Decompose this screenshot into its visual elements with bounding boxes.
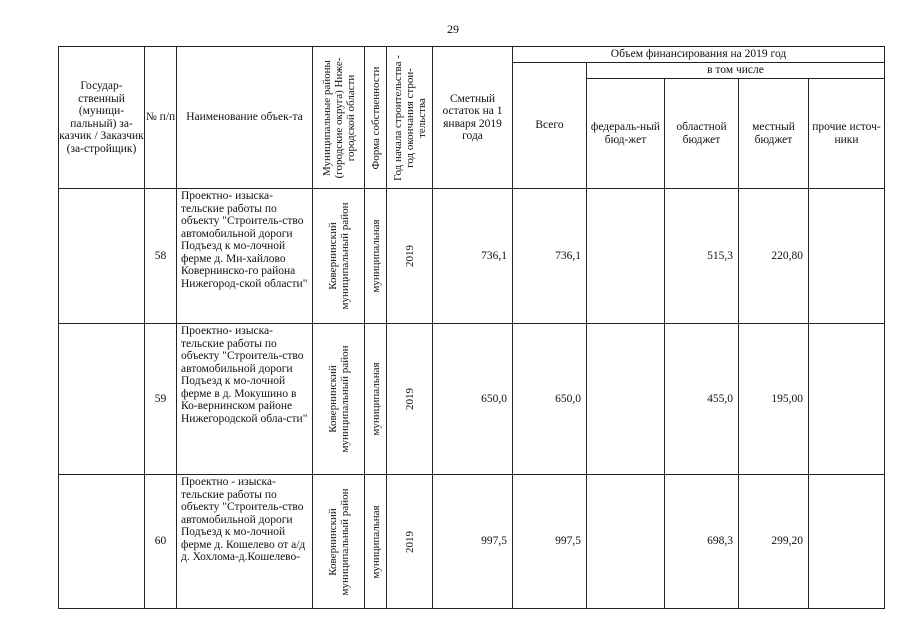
row-district: Ковернинский муниципальный район <box>326 202 351 310</box>
row-district-cell <box>313 324 365 475</box>
row-ownership: муниципальная <box>369 504 382 579</box>
row-object-name: Проектно- изыска-тельские работы по объекту "Строитель-ство автомобильной дороги Подъезд к мо-лочной ферме д. Ми-хайлово Ковернинско-го района Нижегород-ской области" <box>177 189 313 324</box>
table-row <box>59 324 885 475</box>
page-number: 29 <box>447 22 459 36</box>
header-districts: Муниципальные районы (городские округа) Ниже-городской области <box>320 57 357 178</box>
row-other <box>809 475 885 609</box>
row-total: 650,0 <box>513 324 587 475</box>
row-federal <box>587 475 665 609</box>
row-local: 299,20 <box>739 475 809 609</box>
row-year-cell <box>387 189 433 324</box>
row-regional: 515,3 <box>665 189 739 324</box>
financing-table <box>58 46 885 609</box>
header-including: в том числе <box>587 63 885 79</box>
row-estimate: 650,0 <box>433 324 513 475</box>
row-local: 195,00 <box>739 324 809 475</box>
row-ownership-cell <box>365 475 387 609</box>
header-other: прочие источ-ники <box>809 79 885 189</box>
row-district: Ковернинский муниципальный район <box>326 345 351 453</box>
row-ownership: муниципальная <box>369 219 382 293</box>
header-total: Всего <box>513 63 587 189</box>
row-district-cell <box>313 475 365 609</box>
header-funding: Объем финансирования на 2019 год <box>513 47 885 63</box>
header-num: № п/п <box>145 47 177 189</box>
row-num: 60 <box>145 475 177 609</box>
row-other <box>809 324 885 475</box>
row-object-name: Проектно - изыска-тельские работы по объекту "Строитель-ство автомобильной дороги Подъезд к мо-лочной ферме д. Кошелево от а/д д. Хохлома-д.Кошелево- <box>177 475 313 609</box>
header-years-cell <box>387 47 433 189</box>
row-total: 736,1 <box>513 189 587 324</box>
row-district: Ковернинский муниципальный район <box>326 488 351 595</box>
row-year-cell <box>387 475 433 609</box>
row-district-cell <box>313 189 365 324</box>
row-regional: 455,0 <box>665 324 739 475</box>
table-row <box>59 189 885 324</box>
row-ownership-cell <box>365 324 387 475</box>
header-local: местный бюджет <box>739 79 809 189</box>
row-customer <box>59 475 145 609</box>
row-customer <box>59 324 145 475</box>
row-federal <box>587 189 665 324</box>
row-local: 220,80 <box>739 189 809 324</box>
row-customer <box>59 189 145 324</box>
row-year: 2019 <box>403 530 416 553</box>
row-num: 58 <box>145 189 177 324</box>
row-year: 2019 <box>403 245 416 267</box>
header-ownership: Форма собственности <box>369 66 382 169</box>
header-years: Год начала строительства - год окончания строи-тельства <box>391 54 428 181</box>
header-ownership-cell <box>365 47 387 189</box>
header-estimate: Сметный остаток на 1 января 2019 года <box>433 47 513 189</box>
row-year: 2019 <box>403 388 416 410</box>
row-total: 997,5 <box>513 475 587 609</box>
row-estimate: 736,1 <box>433 189 513 324</box>
row-num: 59 <box>145 324 177 475</box>
row-year-cell <box>387 324 433 475</box>
row-ownership: муниципальная <box>369 362 382 436</box>
row-ownership-cell <box>365 189 387 324</box>
header-districts-cell <box>313 47 365 189</box>
header-federal: федераль-ный бюд-жет <box>587 79 665 189</box>
row-federal <box>587 324 665 475</box>
header-regional: областной бюджет <box>665 79 739 189</box>
header-customer: Государ-ственный (муници-пальный) за-казчик / Заказчик (за-стройщик) <box>59 47 145 189</box>
header-object-name: Наименование объек-та <box>177 47 313 189</box>
row-other <box>809 189 885 324</box>
row-regional: 698,3 <box>665 475 739 609</box>
row-estimate: 997,5 <box>433 475 513 609</box>
row-object-name: Проектно- изыска-тельские работы по объекту "Строитель-ство автомобильной дороги Подъезд к мо-лочной ферме в д. Мокушино в Ко-вернинском районе Нижегородской обла-сти" <box>177 324 313 475</box>
table-row <box>59 475 885 609</box>
